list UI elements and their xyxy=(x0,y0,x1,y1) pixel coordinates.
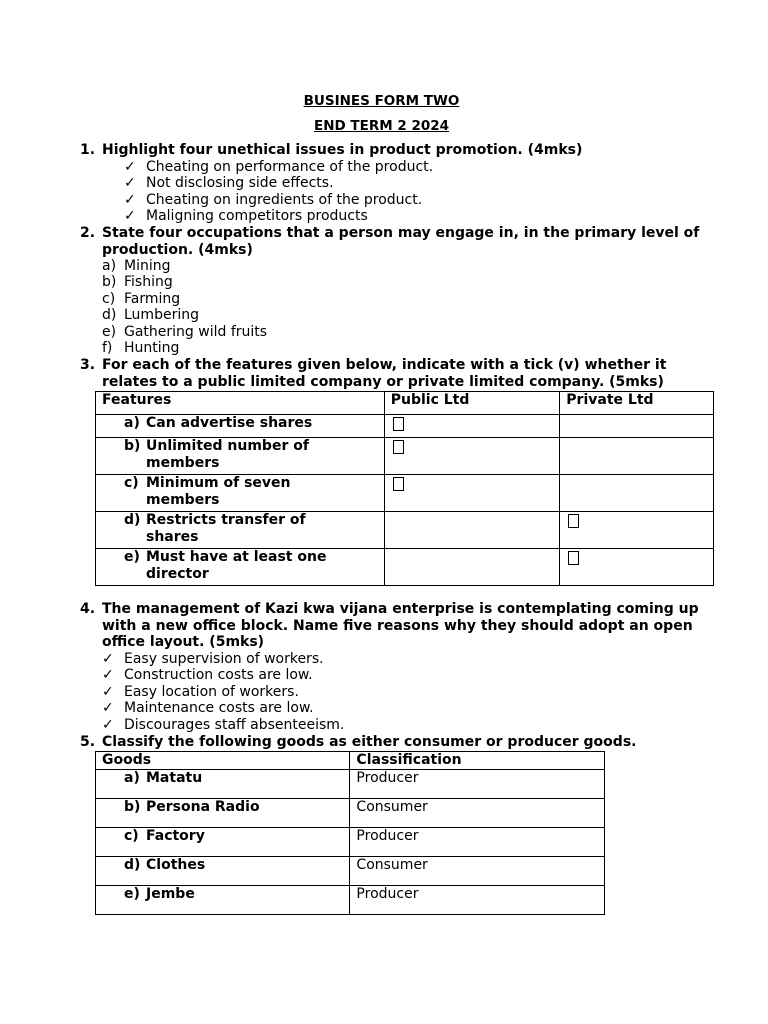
public-ltd-cell xyxy=(384,438,560,475)
classification-cell: Producer xyxy=(350,828,605,857)
question-text: The management of Kazi kwa vijana enterprise is contemplating coming up with a new office block. Name five reasons why they should adopt an open office layout. (5mks) xyxy=(102,601,699,650)
question-number: 3. xyxy=(80,357,96,373)
features-table xyxy=(95,391,714,586)
check-icon: ✓ xyxy=(124,192,136,208)
table-header-row xyxy=(96,752,605,770)
table-row xyxy=(96,857,605,886)
question-number: 5. xyxy=(80,734,96,750)
private-ltd-cell xyxy=(560,438,714,475)
list-item: ✓ Cheating on ingredients of the product. xyxy=(124,192,423,208)
table-row xyxy=(96,512,714,549)
classification-cell: Consumer xyxy=(350,799,605,828)
list-item: ✓ Discourages staff absenteeism. xyxy=(102,717,345,733)
feature-cell: e) Must have at least one director xyxy=(96,549,385,586)
table-row xyxy=(96,770,605,799)
goods-cell: a) Matatu xyxy=(96,770,350,799)
question-1 xyxy=(80,142,700,159)
question-number: 1. xyxy=(80,142,96,158)
public-ltd-cell xyxy=(384,549,560,586)
goods-table xyxy=(95,751,605,915)
tick-box-icon xyxy=(568,514,579,528)
column-header: Private Ltd xyxy=(560,392,714,415)
classification-cell: Producer xyxy=(350,886,605,915)
check-icon: ✓ xyxy=(124,159,136,175)
check-icon: ✓ xyxy=(124,208,136,224)
list-item: ✓ Maintenance costs are low. xyxy=(102,700,314,716)
table-row xyxy=(96,828,605,857)
document-subtitle: END TERM 2 2024 xyxy=(313,118,450,134)
table-row xyxy=(96,549,714,586)
feature-cell: c) Minimum of seven members xyxy=(96,475,385,512)
list-item: ✓ Easy supervision of workers. xyxy=(102,651,324,667)
list-item: f) Hunting xyxy=(102,340,180,356)
goods-cell: e) Jembe xyxy=(96,886,350,915)
column-header: Classification xyxy=(350,752,605,770)
private-ltd-cell xyxy=(560,415,714,438)
table-row xyxy=(96,438,714,475)
table-row xyxy=(96,886,605,915)
question-text: State four occupations that a person may engage in, in the primary level of production. (4mks) xyxy=(102,225,700,258)
check-icon: ✓ xyxy=(102,700,114,716)
check-icon: ✓ xyxy=(102,717,114,733)
list-item: e) Gathering wild fruits xyxy=(102,324,268,340)
public-ltd-cell xyxy=(384,415,560,438)
goods-cell: c) Factory xyxy=(96,828,350,857)
list-item: d) Lumbering xyxy=(102,307,199,323)
public-ltd-cell xyxy=(384,475,560,512)
list-item: ✓ Maligning competitors products xyxy=(124,208,368,224)
list-item: ✓ Construction costs are low. xyxy=(102,667,313,683)
tick-box-icon xyxy=(393,440,404,454)
list-item: ✓ Not disclosing side effects. xyxy=(124,175,334,191)
question-2 xyxy=(80,225,700,258)
table-row xyxy=(96,475,714,512)
tick-box-icon xyxy=(568,551,579,565)
feature-cell: a) Can advertise shares xyxy=(96,415,385,438)
private-ltd-cell xyxy=(560,475,714,512)
list-item: ✓ Cheating on performance of the product. xyxy=(124,159,434,175)
column-header: Features xyxy=(96,392,385,415)
question-text: Highlight four unethical issues in product promotion. (4mks) xyxy=(102,142,583,158)
tick-box-icon xyxy=(393,417,404,431)
question-number: 2. xyxy=(80,225,96,241)
check-icon: ✓ xyxy=(102,667,114,683)
column-header: Public Ltd xyxy=(384,392,560,415)
column-header: Goods xyxy=(96,752,350,770)
tick-box-icon xyxy=(393,477,404,491)
classification-cell: Producer xyxy=(350,770,605,799)
list-item: a) Mining xyxy=(102,258,171,274)
public-ltd-cell xyxy=(384,512,560,549)
list-item: c) Farming xyxy=(102,291,181,307)
table-row xyxy=(96,799,605,828)
question-4 xyxy=(80,601,700,651)
question-number: 4. xyxy=(80,601,96,617)
list-item: b) Fishing xyxy=(102,274,173,290)
check-icon: ✓ xyxy=(124,175,136,191)
table-row xyxy=(96,415,714,438)
question-5 xyxy=(80,734,700,751)
feature-cell: b) Unlimited number of members xyxy=(96,438,385,475)
check-icon: ✓ xyxy=(102,684,114,700)
question-text: For each of the features given below, indicate with a tick (v) whether it relates to a public limited company or private limited company. (5mks) xyxy=(102,357,667,390)
document-title: BUSINES FORM TWO xyxy=(303,93,460,109)
feature-cell: d) Restricts transfer of shares xyxy=(96,512,385,549)
list-item: ✓ Easy location of workers. xyxy=(102,684,299,700)
check-icon: ✓ xyxy=(102,651,114,667)
table-header-row xyxy=(96,392,714,415)
classification-cell: Consumer xyxy=(350,857,605,886)
question-3 xyxy=(80,357,700,390)
goods-cell: b) Persona Radio xyxy=(96,799,350,828)
private-ltd-cell xyxy=(560,549,714,586)
question-text: Classify the following goods as either consumer or producer goods. xyxy=(102,734,637,750)
goods-cell: d) Clothes xyxy=(96,857,350,886)
private-ltd-cell xyxy=(560,512,714,549)
